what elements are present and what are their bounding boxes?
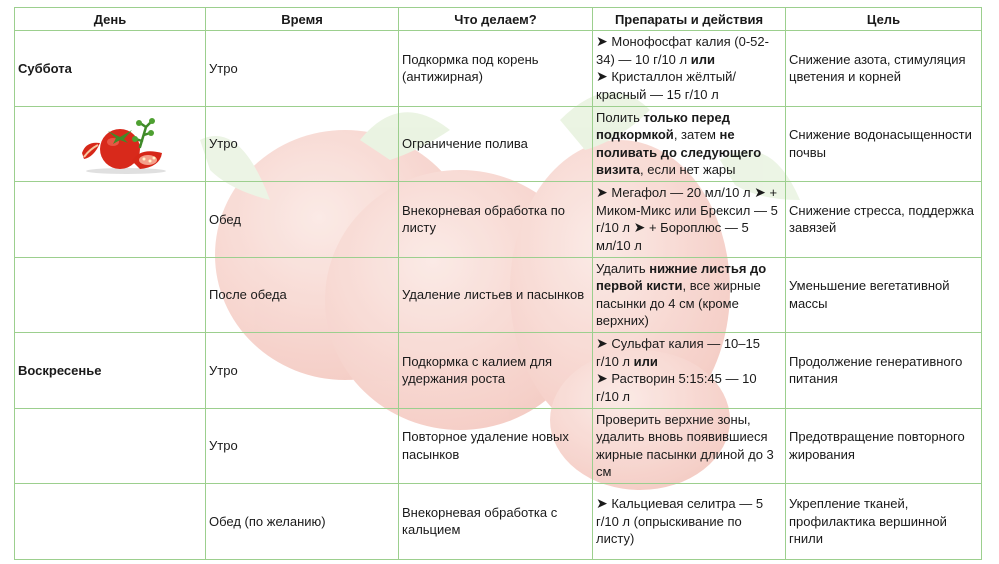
day-cell [15,408,206,484]
prep-bold: только перед подкормкой [596,109,730,143]
prep-text: , все жирные пасынки до 4 см (кроме верхних) [596,278,761,329]
day-cell: Суббота [15,31,206,107]
table-row [15,182,982,258]
header-goal: Цель [786,8,982,31]
prep-bold: нижние листья до первой кисти [596,260,767,294]
goal-cell: Уменьшение вегетативной массы [786,257,982,333]
goal-cell: Снижение водонасыщенности почвы [786,106,982,182]
table-row [15,408,982,484]
header-prep: Препараты и действия [593,8,786,31]
time-cell: Утро [206,106,399,182]
arrow-icon: ➤ [596,33,608,50]
table-row [15,257,982,333]
action-cell: Удаление листьев и пасынков [399,257,593,333]
header-day: День [15,8,206,31]
prep-text: , если нет жары [640,162,736,178]
table-row [15,333,982,409]
prep-text: Мегафол — 20 мл/10 л [607,185,755,201]
prep-bold: не поливать до следующего визита [596,127,762,178]
arrow-icon: ➤ [596,335,608,352]
header-what: Что делаем? [399,8,593,31]
prep-text: Проверить верхние зоны, удалить вновь появившиеся жирные пасынки длиной до 3 см [596,411,774,480]
prep-cell [593,31,786,107]
prep-text: Кальциевая селитра — 5 г/10 л (опрыскивание по листу) [596,496,764,546]
prep-text: Сульфат калия — 10–15 г/10 л [596,336,760,369]
arrow-icon: ➤ [754,184,766,201]
prep-cell [593,257,786,333]
goal-cell: Снижение азота, стимуляция цветения и корней [786,31,982,107]
prep-text: + Миком-Микс или Брексил — 5 г/10 л [596,185,778,236]
goal-cell: Снижение стресса, поддержка завязей [786,182,982,258]
prep-text: Удалить [596,260,650,276]
prep-cell [593,106,786,182]
goal-cell: Продолжение генеративного питания [786,333,982,409]
prep-text: , затем [673,127,720,143]
arrow-icon: ➤ [596,68,608,85]
header-time: Время [206,8,399,31]
prep-text: Полить [596,109,644,125]
time-cell: Утро [206,333,399,409]
prep-bold: или [633,353,658,369]
arrow-icon: ➤ [596,370,608,387]
prep-cell [593,333,786,409]
table-row [15,31,982,107]
time-cell: Обед (по желанию) [206,484,399,560]
action-cell: Внекорневая обработка с кальцием [399,484,593,560]
schedule-table [14,7,982,560]
arrow-icon: ➤ [633,219,646,236]
action-cell: Подкормка под корень (антижирная) [399,31,593,107]
action-cell: Ограничение полива [399,106,593,182]
prep-cell [593,484,786,560]
goal-cell: Укрепление тканей, профилактика вершинной гнили [786,484,982,560]
prep-text: Монофосфат калия (0-52-34) — 10 г/10 л [596,34,769,67]
prep-bold: или [690,51,715,67]
time-cell: Обед [206,182,399,258]
prep-text: + Бороплюс — 5 мл/10 л [596,220,749,253]
day-cell [15,484,206,560]
table-header-row [15,8,982,31]
time-cell: Утро [206,31,399,107]
day-cell [15,257,206,333]
goal-cell: Предотвращение повторного жирования [786,408,982,484]
prep-cell [593,182,786,258]
time-cell: Утро [206,408,399,484]
time-cell: После обеда [206,257,399,333]
arrow-icon: ➤ [596,184,608,201]
day-cell [15,106,206,182]
action-cell: Внекорневая обработка по листу [399,182,593,258]
action-cell: Подкормка с калием для удержания роста [399,333,593,409]
table-row [15,106,982,182]
prep-text: Кристаллон жёлтый/красный — 15 г/10 л [596,69,736,102]
action-cell: Повторное удаление новых пасынков [399,408,593,484]
prep-text: Растворин 5:15:45 — 10 г/10 л [596,371,757,404]
arrow-icon: ➤ [596,495,608,511]
tomato-icon [80,113,172,175]
prep-cell [593,408,786,484]
day-cell: Воскресенье [15,333,206,409]
table-row [15,484,982,560]
day-cell [15,182,206,258]
